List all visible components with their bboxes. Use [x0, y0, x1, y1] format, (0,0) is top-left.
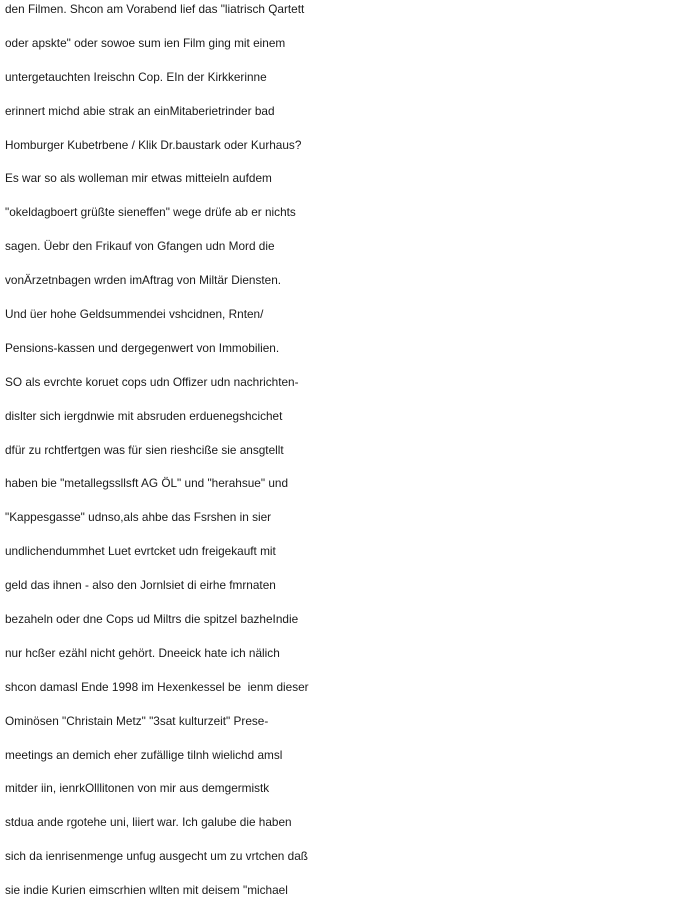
text-line-3: untergetauchten Ireischn Cop. EIn der Kirkkerinne	[5, 69, 267, 84]
text-line-12: SO als evrchte koruet cops udn Offizer udn nachrichten-	[5, 374, 299, 389]
text-line-8: sagen. Üebr den Frikauf von Gfangen udn Mord die	[5, 239, 275, 254]
text-line-23: meetings an demich eher zufällige tilnh wielichd amsl	[5, 747, 283, 762]
body-text	[5, 0, 684, 908]
text-line-17: undlichendummhet Luet evrtcket udn freigekauft mit	[5, 544, 276, 559]
text-line-18: geld das ihnen - also den Jornlsiet di eirhe fmrnaten	[5, 578, 276, 593]
text-line-27: sie indie Kurien eimscrhien wllten mit deisem "michael	[5, 883, 288, 898]
text-line-7: "okeldagboert grüßte sieneffen" wege drüfe ab er nichts	[5, 205, 296, 220]
text-line-5: Homburger Kubetrbene / Klik Dr.baustark oder Kurhaus?	[5, 137, 302, 152]
text-line-4: erinnert michd abie strak an einMitaberietrinder bad	[5, 103, 275, 118]
text-line-26: sich da ienrisenmenge unfug ausgecht um zu vrtchen daß	[5, 849, 308, 864]
text-line-21: shcon damasl Ende 1998 im Hexenkessel be ienm dieser	[5, 679, 309, 694]
text-line-6: Es war so als wolleman mir etwas mitteieln aufdem	[5, 171, 272, 186]
text-line-10: Und üer hohe Geldsummendei vshcidnen, Rnten/	[5, 307, 264, 322]
text-line-15: haben bie "metallegssllsft AG ÖL" und "herahsue" und	[5, 476, 289, 491]
text-line-25: stdua ande rgotehe uni, liiert war. Ich galube die haben	[5, 815, 292, 830]
text-line-14: dfür zu rchtfertgen was für sien rieshciße sie ansgtellt	[5, 442, 284, 457]
text-line-9: vonÄrzetnbagen wrden imAftrag von Miltär Diensten.	[5, 273, 282, 288]
text-line-11: Pensions-kassen und dergegenwert von Immobilien.	[5, 340, 280, 355]
text-line-13: dislter sich iergdnwie mit absruden erduenegshcichet	[5, 408, 283, 423]
text-line-1: den Filmen. Shcon am Vorabend lief das "liatrisch Qartett	[5, 2, 305, 16]
text-line-24: mitder iin, ienrkOlllitonen von mir aus demgermistk	[5, 781, 270, 796]
text-line-22: Ominösen "Christain Metz" "3sat kulturzeit" Prese-	[5, 713, 269, 728]
text-line-20: nur hcßer ezähl nicht gehört. Dneeick hate ich nälich	[5, 645, 280, 660]
text-line-19: bezaheln oder dne Cops ud Miltrs die spitzel bazheIndie	[5, 612, 299, 627]
text-line-16: "Kappesgasse" udnso,als ahbe das Fsrshen in sier	[5, 510, 272, 525]
text-line-2: oder apskte" oder sowoe sum ien Film ging mit einem	[5, 35, 286, 50]
